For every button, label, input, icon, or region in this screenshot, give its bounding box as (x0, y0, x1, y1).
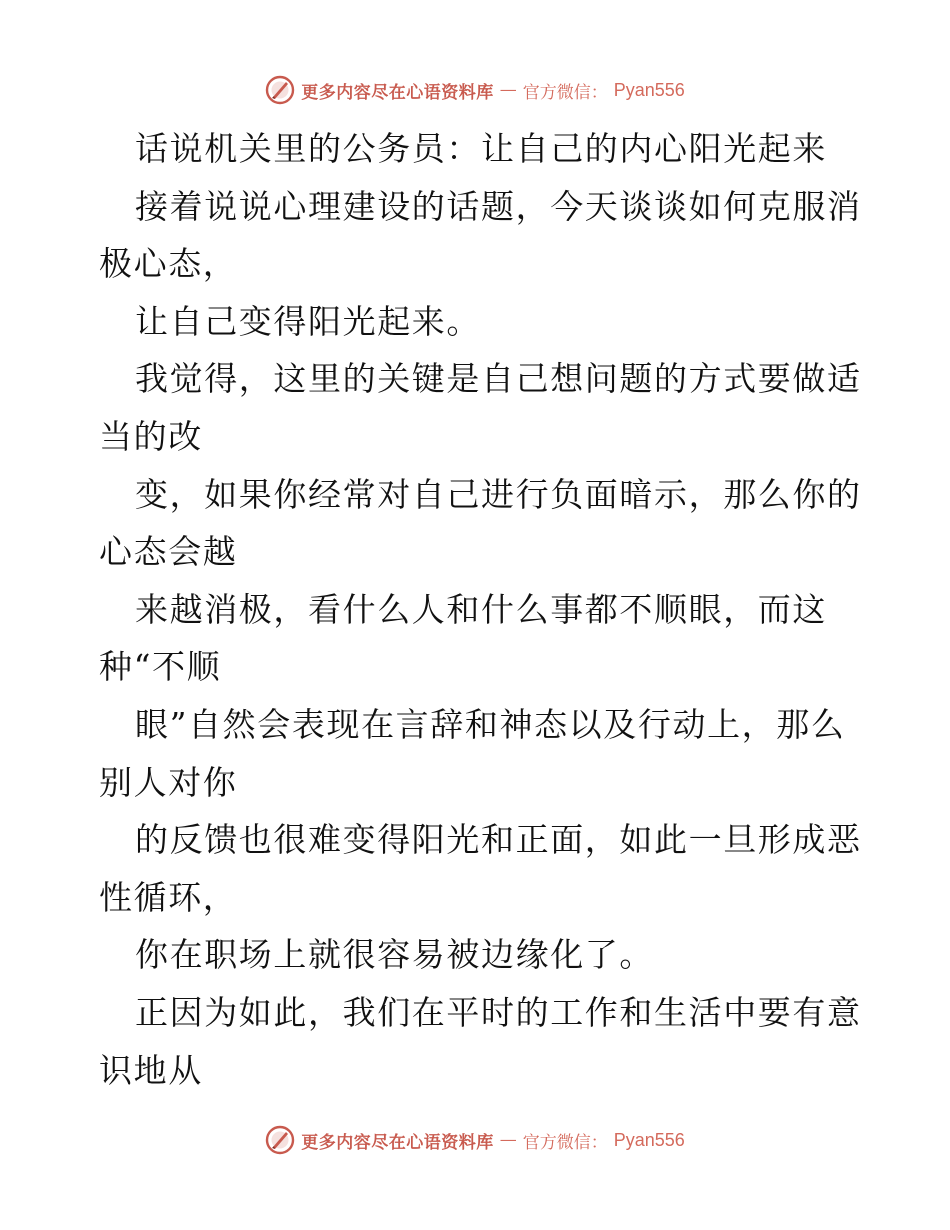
paragraph-line: 眼”自然会表现在言辞和神态以及行动上，那么 (135, 704, 846, 744)
paragraph-line: 让自己变得阳光起来。 (135, 301, 481, 341)
quill-seal-icon (265, 1125, 295, 1155)
paragraph-line: 心态会越 (99, 532, 238, 572)
paragraph-line: 别人对你 (99, 762, 238, 802)
banner-contact-label: 官方微信： (522, 1132, 608, 1153)
paragraph-line: 接着说说心理建设的话题，今天谈谈如何克服消 (135, 186, 862, 226)
banner-brand-text: 更多内容尽在心语资料库 (301, 82, 494, 103)
quill-seal-icon (265, 75, 295, 105)
paragraph-line: 你在职场上就很容易被边缘化了。 (135, 935, 654, 975)
banner-brand-text: 更多内容尽在心语资料库 (301, 1132, 494, 1153)
banner-separator: — (499, 1130, 517, 1150)
document-title: 话说机关里的公务员：让自己的内心阳光起来 (135, 129, 827, 168)
paragraph-line: 识地从 (99, 1050, 203, 1090)
paragraph-line: 的反馈也很难变得阳光和正面，如此一旦形成恶 (135, 820, 862, 860)
banner-separator: — (499, 80, 517, 100)
paragraph-line: 正因为如此，我们在平时的工作和生活中要有意 (135, 992, 862, 1032)
paragraph-line: 变，如果你经常对自己进行负面暗示，那么你的 (135, 474, 862, 514)
document-body (99, 120, 862, 1099)
paragraph-line: 我觉得，这里的关键是自己想问题的方式要做适 (135, 359, 862, 399)
paragraph-line: 来越消极，看什么人和什么事都不顺眼，而这 (135, 589, 827, 629)
header-banner (0, 70, 950, 110)
footer-banner (0, 1120, 950, 1160)
banner-contact-label: 官方微信： (522, 82, 608, 103)
paragraph-line: 种“不顺 (99, 647, 222, 687)
banner-contact-id: Pyan556 (613, 1129, 685, 1150)
banner-contact-id: Pyan556 (613, 79, 685, 100)
paragraph-line: 性循环， (99, 877, 238, 917)
paragraph-line: 极心态， (99, 244, 238, 284)
paragraph-line: 当的改 (99, 416, 203, 456)
